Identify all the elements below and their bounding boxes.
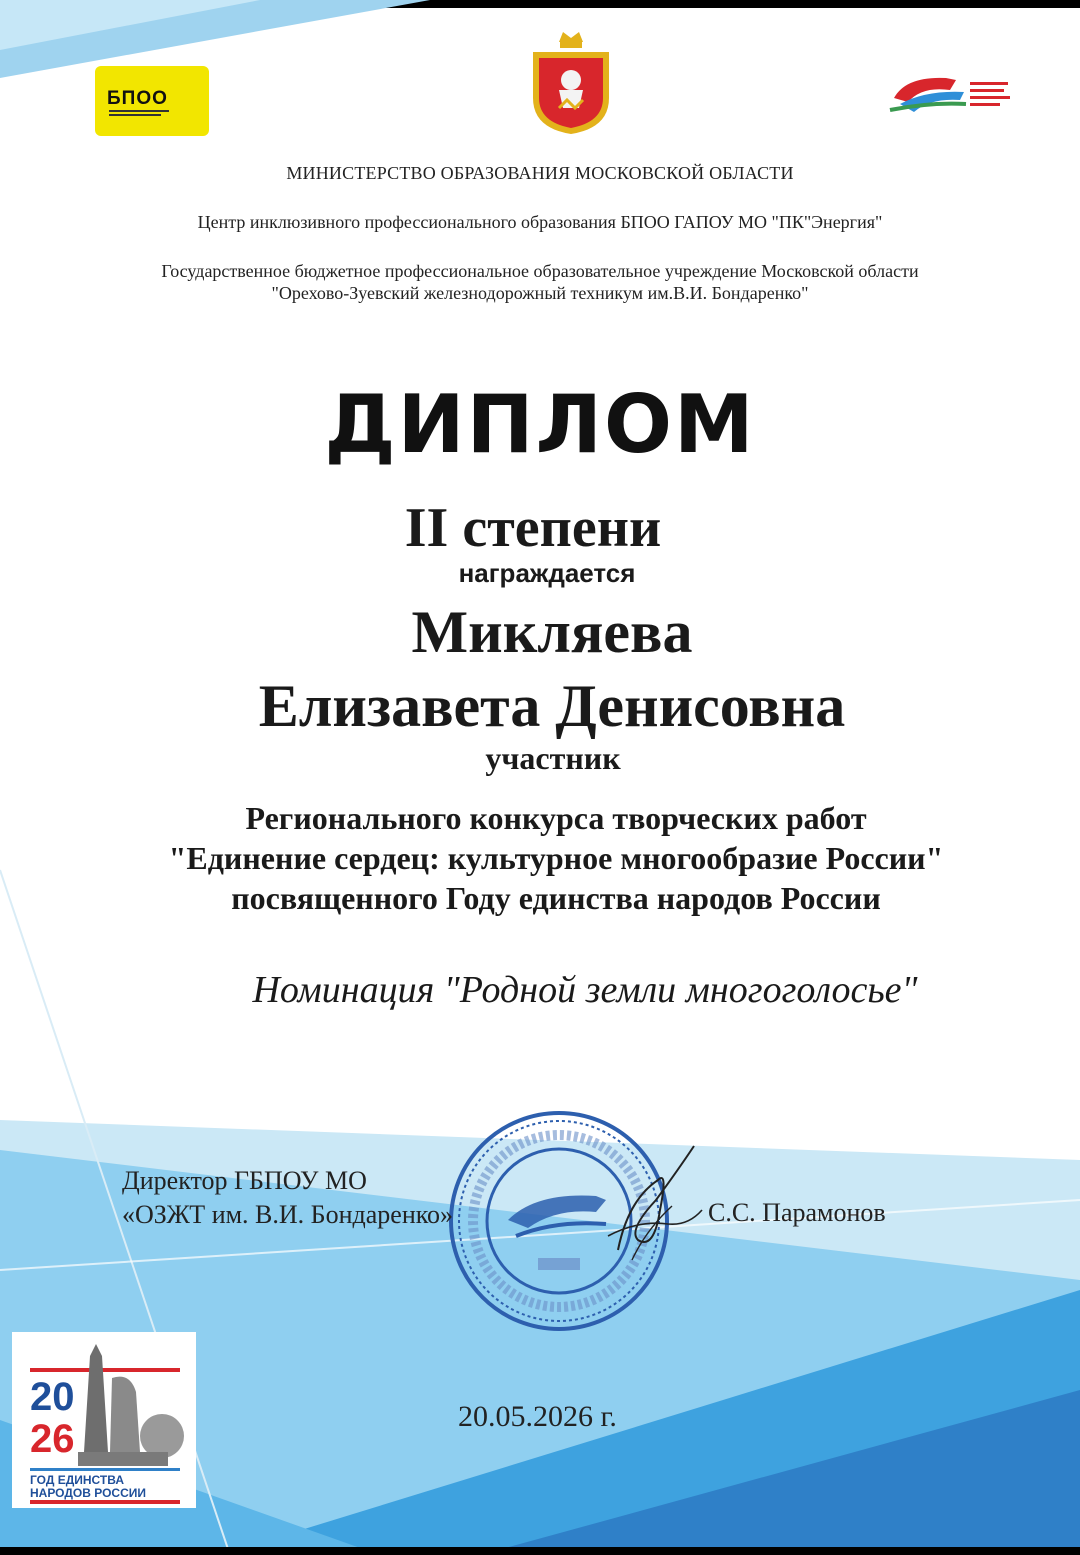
bpoo-logo-text: БПОО	[107, 88, 168, 109]
monument-icon	[12, 1332, 196, 1508]
signature-icon	[598, 1140, 718, 1270]
ozjt-train-logo-icon	[886, 68, 1016, 118]
recipient-surname: Микляева	[411, 599, 693, 665]
year-logo-line1: ГОД ЕДИНСТВА	[30, 1473, 124, 1487]
center-heading: Центр инклюзивного профессионального образования БПОО ГАПОУ МО "ПК"Энергия"	[197, 212, 883, 232]
year-bottom-text: 26	[30, 1417, 75, 1461]
ministry-heading: МИНИСТЕРСТВО ОБРАЗОВАНИЯ МОСКОВСКОЙ ОБЛАСТИ	[286, 163, 794, 183]
recipient-given-names: Елизавета Денисовна	[258, 673, 846, 739]
moscow-oblast-coat-of-arms-icon	[529, 28, 613, 136]
nomination: Номинация "Родной земли многоголосье"	[252, 969, 918, 1011]
bpoo-logo	[95, 66, 209, 136]
year-top-text: 20	[30, 1375, 75, 1419]
recipient-role: участник	[485, 740, 621, 776]
director-title: Директор ГБПОУ МО «ОЗЖТ им. В.И. Бондаренко»	[122, 1166, 454, 1229]
issue-date: 20.05.2026 г.	[458, 1400, 617, 1433]
year-logo-line2: НАРОДОВ РОССИИ	[30, 1486, 146, 1500]
institution-heading: Государственное бюджетное профессиональное образовательное учреждение Московской области "Орехово-Зуевский железнодорожный техникум им.В.И. Бондаренко"	[161, 261, 919, 303]
diploma-degree: II степени	[404, 497, 662, 559]
year-of-unity-logo	[12, 1332, 196, 1508]
bottom-border	[0, 1547, 1080, 1555]
diploma-title: ДИПЛОМ	[324, 378, 756, 471]
awarded-label: награждается	[458, 558, 636, 588]
contest-description: Регионального конкурса творческих работ "Единение сердец: культурное многообразие России" посвященного Году единства народов России	[168, 800, 944, 916]
signer-name: С.С. Парамонов	[708, 1198, 886, 1227]
